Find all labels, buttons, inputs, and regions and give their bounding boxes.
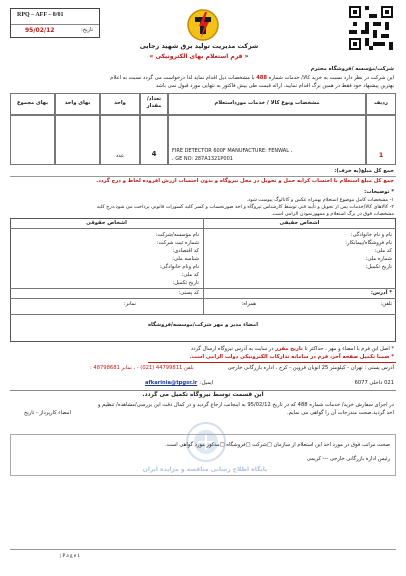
legal-completion-date[interactable]: تاریخ تکمیل: xyxy=(172,280,199,286)
note-3: مشخصات فوق در برگ استعلام و ممهورنمودن الزامی است. xyxy=(271,211,394,217)
postal-code-label[interactable]: کد پستی: xyxy=(178,290,199,296)
natural-completion-date[interactable]: تاریخ تکمیل: xyxy=(365,264,392,270)
contact-fax: تلفن 44799811 (021) - ، نمابر 48798681 : xyxy=(90,365,194,371)
natural-persons-title: اشخاص حقیقی xyxy=(279,220,320,226)
postal-address: آدرس پستی : تهران - کیلومتر 25 اتوبان قزوین - کرج ، اداره بازرگانی خارجی xyxy=(227,365,394,371)
footer-block xyxy=(10,434,396,476)
legal-national-id[interactable]: شناسه ملی: xyxy=(172,256,199,262)
note-1: ۱- مشخصات کامل موضوع استعلام بهمراه عکس و کاتالوگ پیوست شود. xyxy=(246,197,394,203)
date-label: تاریخ: xyxy=(81,27,94,33)
legal-economic-code[interactable]: کد اقتصادی: xyxy=(172,248,199,254)
mobile-label[interactable]: همراه: xyxy=(241,301,256,307)
date-value: 95/02/12 xyxy=(25,27,55,34)
col-qty: تعداد/ مقدار xyxy=(146,96,162,109)
item-quantity: 4 xyxy=(151,150,157,158)
request-number: 488 xyxy=(256,75,268,81)
natural-national-code[interactable]: کد ملی: xyxy=(374,248,392,254)
email-label: ایمیل: xyxy=(200,380,214,386)
sum-in-words-label: جمع کل مبلغ(به حرف): xyxy=(334,168,394,174)
footer-verification: صحت مراتب فوق در مورد اخذ این استعلام از سازمان □شرکت □فروشگاه □مذکور مورد گواهی است. xyxy=(165,442,390,448)
col-description: مشخصات ونوع کالا / خدمات مورداستعلام xyxy=(214,100,320,106)
intro-line-2: بهترین پیشنهاد خود فقط در همین برگ اقدام نمایید. ارائه قیمت طی پیش فاکتور به تنهایی مورد قبول نمی باشد xyxy=(155,83,394,89)
col-unit: واحد xyxy=(114,100,126,106)
col-total: بهای مجموع xyxy=(16,100,49,106)
form-title: « فرم استعلام بهای الکترونیکی » xyxy=(149,53,249,60)
legal-person-code[interactable]: کد ملی: xyxy=(181,272,199,278)
form-code: RPQ – AFF – 8/01 xyxy=(17,12,64,18)
confirmation-line-1: در اجرای سفارش خرید/ خدمات شماره 488 که در تاریخ 95/02/12 به اینجانب ارجاع گردید و در کمال دقت این بررسی/مشاهده/ تنظیم و xyxy=(98,402,394,408)
legal-person-name[interactable]: نام ونام خانوادگی: xyxy=(159,264,199,270)
intro-line-1: این شرکت در نظر دارد نسبت به خرید کالا/ خدمات شماره 488 با مشخصات ذیل اقدام نماید لذا درخواست می گردد نسبت به اعلام xyxy=(110,75,394,81)
item-unit: عدد xyxy=(115,153,125,159)
greeting: شرکت/مؤسسه /فروشگاه محترم xyxy=(310,66,394,72)
footer-signatory: رئیس اداره بازرگانی خارجی --- کریمی xyxy=(306,456,390,462)
phone-label[interactable]: تلفن: xyxy=(380,301,392,307)
notes-title: * توضیحات: xyxy=(364,189,394,195)
contact-email[interactable]: afkarinia@tpgsr.ir xyxy=(145,380,198,386)
item-description-line-2: ، GE NO: 287A1321P001 xyxy=(172,156,233,162)
header-code-box xyxy=(10,8,100,38)
price-note: جمع کل مبلغ استعلام با احتساب کرایه حمل و تحویل در محل نیروگاه و بدون احتساب ارزش افزوده لحاظ و درج گردد. xyxy=(96,178,394,184)
natural-shop-name[interactable]: نام فروشگاه/پیمانکار: xyxy=(345,240,392,246)
table-row-number: 1 xyxy=(378,151,384,159)
item-description-line-1: FIRE DETECTOR 600F MANUFACTURE: FENWAL ، xyxy=(172,148,293,154)
legal-company-name[interactable]: نام مؤسسه/شرکت: xyxy=(155,232,199,238)
contact-phone: 021 داخلی 6077 xyxy=(354,380,394,386)
submission-line-1: * اصل این فرم با امضاء و مهر ، حداکثر تا تاریخ مقرر در سایت به آدرس نیروگاه ارسال گردد xyxy=(190,346,394,352)
qr-code xyxy=(349,6,393,50)
note-2: ۲- کالاهای کالا/خدمات پس از تحویل و تأیید فنی توسط کارشناس نیروگاه و اخذ صورتحساب و کسر کلیه کسورات قانونی پرداخت می شود.درج کلیه xyxy=(96,204,394,210)
company-logo xyxy=(184,8,222,42)
legal-registration[interactable]: شماره ثبت شرکت: xyxy=(156,240,199,246)
watermark-text: پایگاه اطلاع رسانی مناقصه و مزایده ایران xyxy=(142,466,268,473)
confirmation-title: این قسمت توسط نیروگاه تکمیل می گردد. xyxy=(142,392,264,398)
page-number: | P a g e 1 xyxy=(60,553,81,559)
confirmation-line-2: اخذ گردید.صحت مندرجات آن را گواهی می نمایم. xyxy=(287,410,394,416)
natural-name[interactable]: نام و نام خانوادگی: xyxy=(350,232,392,238)
col-unit-price: بهای واحد xyxy=(64,100,91,106)
fax-label[interactable]: نمابر: xyxy=(123,301,136,307)
legal-persons-title: اشخاص حقوقی xyxy=(86,220,127,226)
col-row: ردیف xyxy=(374,100,388,106)
signature-caption: امضاء مدیر و مهر شرکت/موسسه/فروشگاه xyxy=(148,322,258,328)
submission-line-2: * ضمنا تکمیل صفحه آخر، فرم در سامانه تدارکات الکترونیکی دولت الزامی است. xyxy=(189,354,394,360)
natural-national-number[interactable]: شماره ملی: xyxy=(365,256,392,262)
company-name: شرکت مدیریت تولید برق شهید رجایی xyxy=(139,42,259,50)
address-label[interactable]: * آدرس: xyxy=(370,290,392,296)
buyer-signature: امضاء کارپرداز - تاریخ xyxy=(24,410,71,416)
